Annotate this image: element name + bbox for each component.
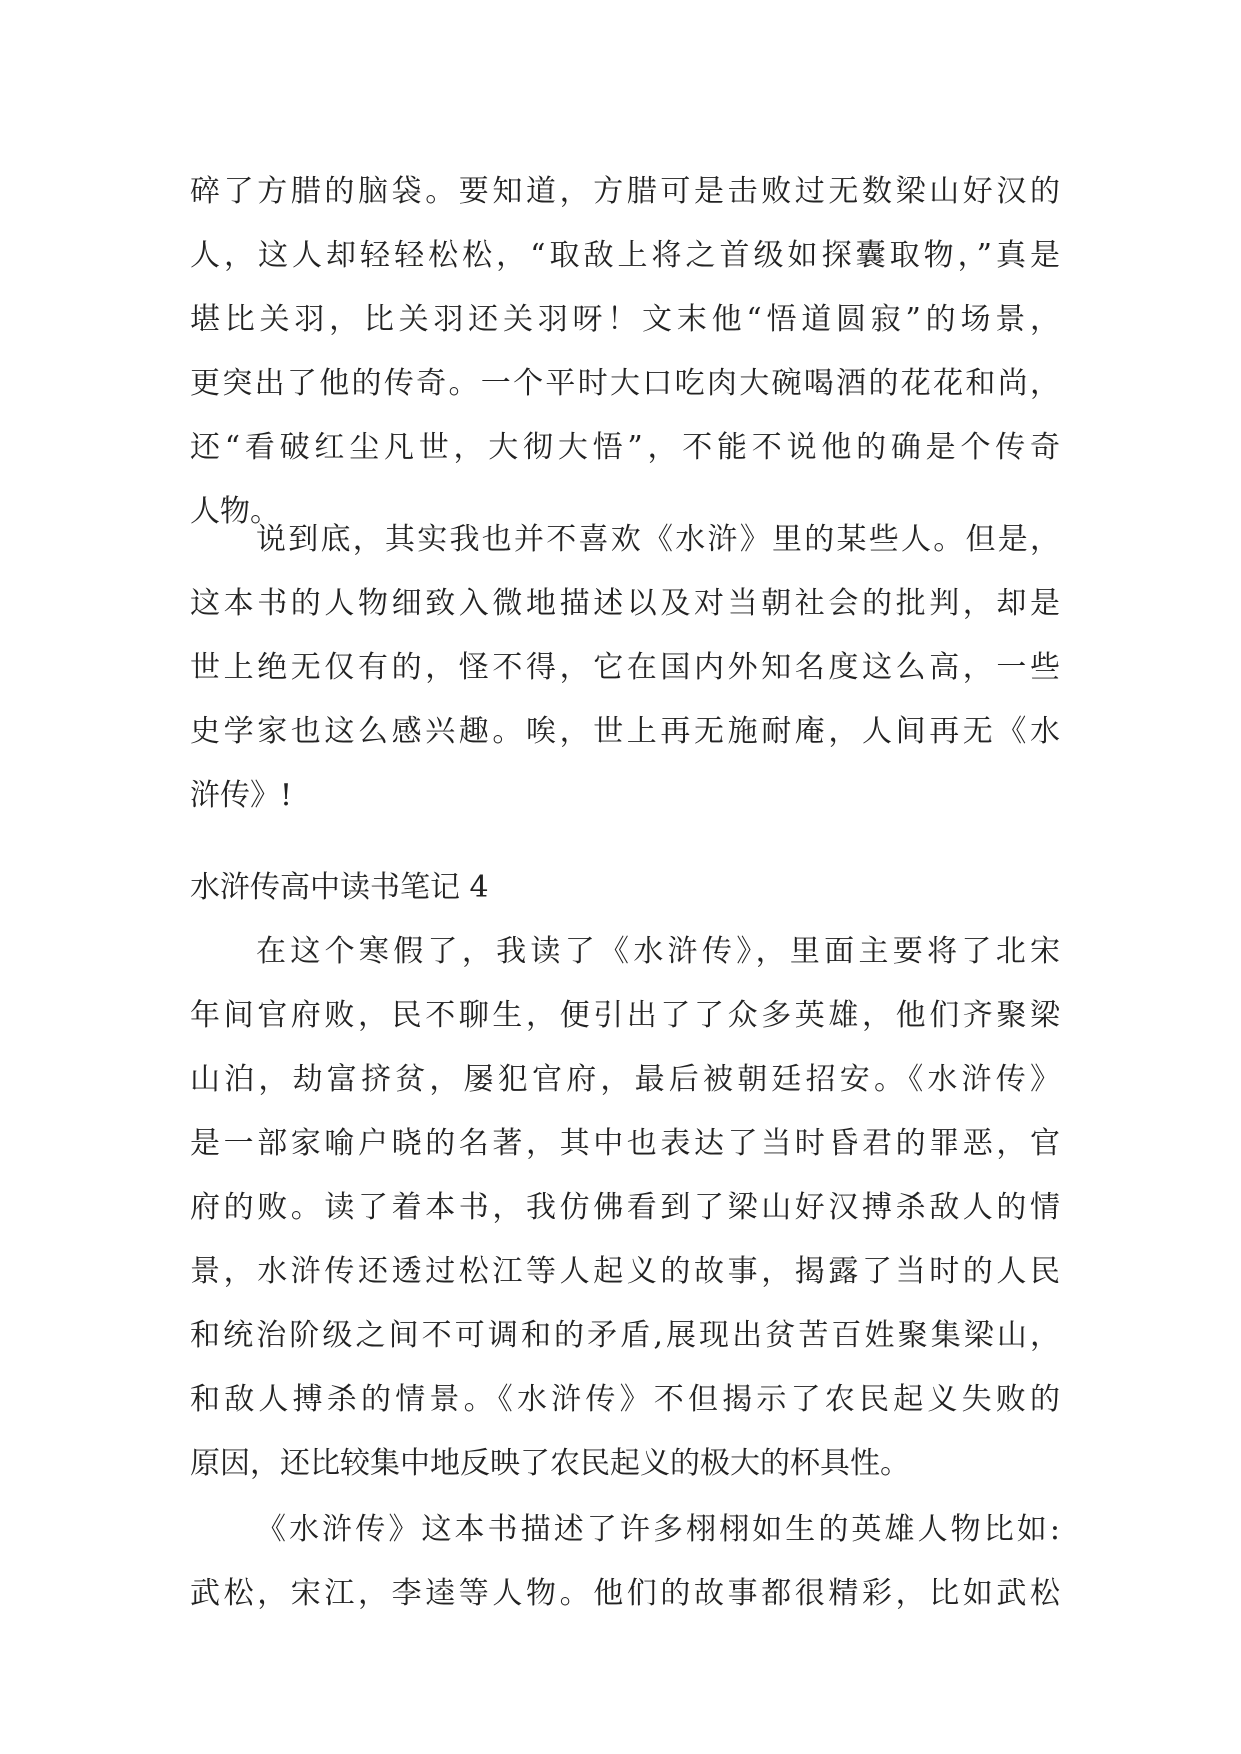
text-line: 是一部家喻户晓的名著，其中也表达了当时昏君的罪恶，官 bbox=[190, 1126, 1060, 1161]
text-line: 堪比关羽，比关羽还关羽呀！文末他“悟道圆寂”的场景， bbox=[190, 302, 1060, 337]
paragraph-bottom-1 bbox=[190, 920, 1060, 1496]
text-line: 武松，宋江，李逵等人物。他们的故事都很精彩，比如武松 bbox=[190, 1576, 1060, 1611]
text-line: 这本书的人物细致入微地描述以及对当朝社会的批判，却是 bbox=[190, 586, 1060, 621]
text-line: 人物。 bbox=[190, 494, 280, 529]
text-line: 人，这人却轻轻松松，“取敌上将之首级如探囊取物，”真是 bbox=[190, 238, 1060, 273]
text-line: 世上绝无仅有的，怪不得，它在国内外知名度这么高，一些 bbox=[190, 650, 1060, 685]
text-line: 和敌人搏杀的情景。《水浒传》不但揭示了农民起义失败的 bbox=[190, 1382, 1060, 1417]
text-line: 碎了方腊的脑袋。要知道，方腊可是击败过无数梁山好汉的 bbox=[190, 174, 1060, 209]
paragraph-top-1 bbox=[190, 160, 1060, 544]
text-line: 府的败。读了着本书，我仿佛看到了梁山好汉搏杀敌人的情 bbox=[190, 1190, 1060, 1225]
text-line: 史学家也这么感兴趣。唉，世上再无施耐庵，人间再无《水 bbox=[190, 714, 1060, 749]
text-line: 在这个寒假了，我读了《水浒传》，里面主要将了北宋 bbox=[256, 934, 1060, 969]
text-line: 更突出了他的传奇。一个平时大口吃肉大碗喝酒的花花和尚， bbox=[190, 366, 1060, 401]
text-line: 说到底，其实我也并不喜欢《水浒》里的某些人。但是， bbox=[256, 522, 1060, 557]
text-line: 和统治阶级之间不可调和的矛盾,展现出贫苦百姓聚集梁山， bbox=[190, 1318, 1060, 1353]
text-line: 原因，还比较集中地反映了农民起义的极大的杯具性。 bbox=[190, 1446, 910, 1481]
section-heading: 水浒传高中读书笔记 4 bbox=[190, 870, 489, 905]
text-line: 《水浒传》这本书描述了许多栩栩如生的英雄人物比如: bbox=[256, 1512, 1060, 1547]
paragraph-top-2 bbox=[190, 508, 1060, 828]
text-line: 浒传》! bbox=[190, 778, 293, 813]
text-line: 景，水浒传还透过松江等人起义的故事，揭露了当时的人民 bbox=[190, 1254, 1060, 1289]
text-line: 年间官府败，民不聊生，便引出了了众多英雄，他们齐聚梁 bbox=[190, 998, 1060, 1033]
text-line: 还“看破红尘凡世，大彻大悟”，不能不说他的确是个传奇 bbox=[190, 430, 1060, 465]
text-line: 山泊，劫富挤贫，屡犯官府，最后被朝廷招安。《水浒传》 bbox=[190, 1062, 1060, 1097]
paragraph-bottom-2 bbox=[190, 1498, 1060, 1626]
